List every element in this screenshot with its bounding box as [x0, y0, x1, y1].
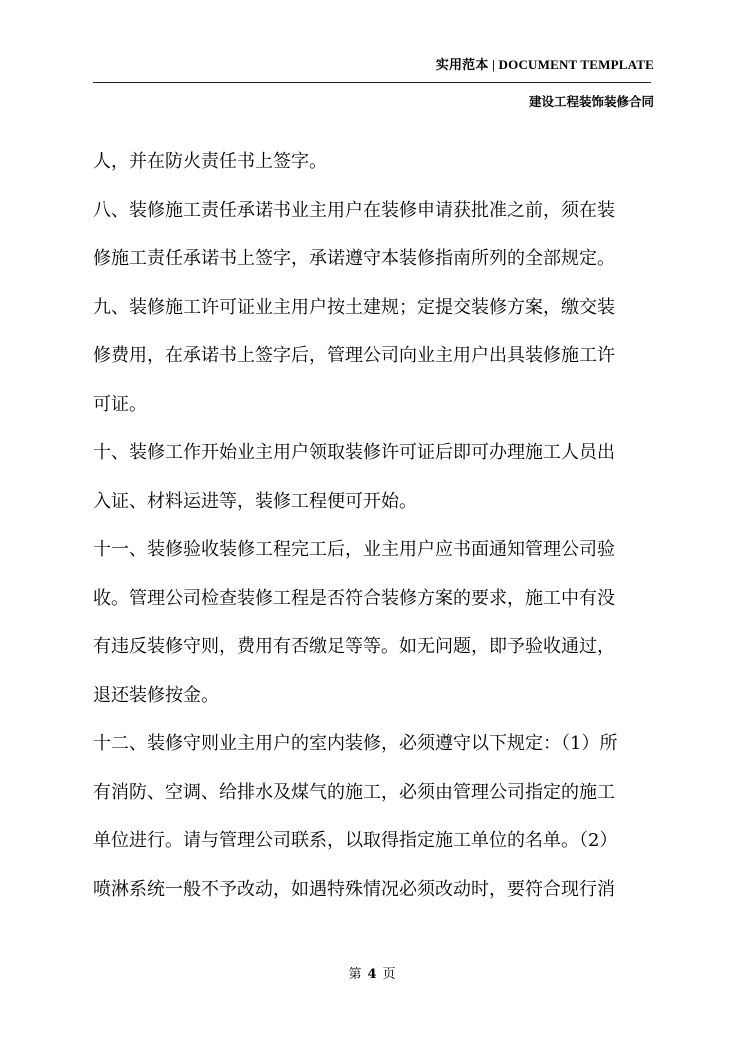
- body-line: 修施工责任承诺书上签字，承诺遵守本装修指南所列的全部规定。: [93, 248, 615, 269]
- body-line: 十、装修工作开始业主用户领取装修许可证后即可办理施工人员出: [93, 442, 615, 463]
- body-line: 单位进行。请与管理公司联系，以取得指定施工单位的名单。（2）: [93, 830, 618, 851]
- body-line: 退还装修按金。: [93, 684, 219, 706]
- footer-prefix: 第: [348, 967, 362, 982]
- body-line: 喷淋系统一般不予改动，如遇特殊情况必须改动时，要符合现行消: [93, 878, 615, 900]
- body-line: 九、装修施工许可证业主用户按土建规；定提交装修方案，缴交装: [93, 296, 615, 318]
- page-number: 4: [367, 967, 377, 982]
- body-line: 人，并在防火责任书上签字。: [93, 151, 327, 172]
- header-subtitle: 建设工程装饰装修合同: [528, 94, 654, 109]
- body-line: 收。管理公司检查装修工程是否符合装修方案的要求，施工中有没: [93, 587, 615, 609]
- header-divider: [93, 82, 651, 83]
- body-line: 八、装修施工责任承诺书业主用户在装修申请获批准之前，须在装: [93, 199, 615, 221]
- document-body: [93, 138, 659, 914]
- body-line: 十一、装修验收装修工程完工后，业主用户应书面通知管理公司验: [93, 539, 615, 560]
- header-title: 实用范本 | DOCUMENT TEMPLATE: [435, 57, 654, 72]
- footer-suffix: 页: [382, 967, 396, 982]
- body-line: 有消防、空调、给排水及煤气的施工，必须由管理公司指定的施工: [93, 781, 615, 803]
- page-footer: [0, 963, 744, 982]
- body-line: 修费用，在承诺书上签字后，管理公司向业主用户出具装修施工许: [93, 345, 615, 366]
- body-line: 入证、材料运进等，装修工程便可开始。: [93, 490, 417, 512]
- body-line: 有违反装修守则，费用有否缴足等等。如无问题，即予验收通过，: [93, 636, 615, 657]
- body-line: 十二、装修守则业主用户的室内装修，必须遵守以下规定：（1）所: [93, 733, 618, 754]
- body-line: 可证。: [93, 393, 147, 415]
